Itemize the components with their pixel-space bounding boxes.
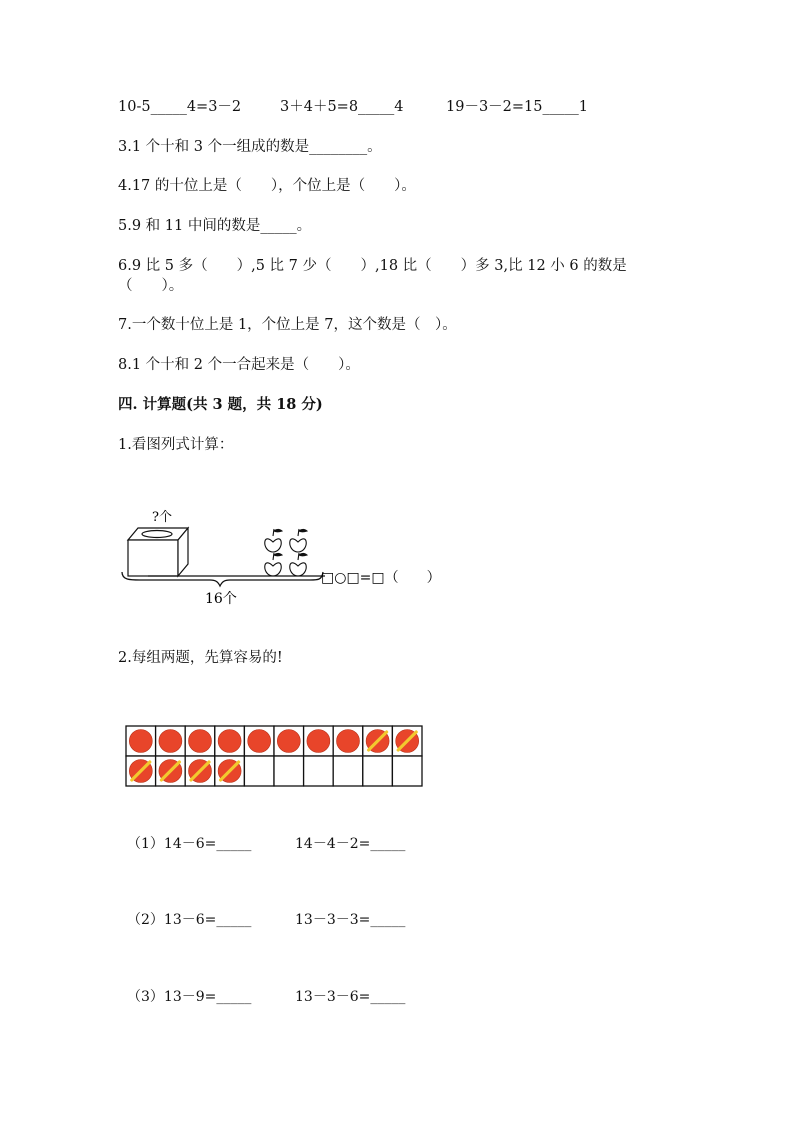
counter-dot bbox=[129, 730, 152, 753]
question-3: 3.1 个十和 3 个一组成的数是________。 bbox=[118, 139, 382, 155]
grid-cell bbox=[274, 756, 304, 786]
problem-2b: 13－3－3=_____ bbox=[295, 912, 406, 928]
total-count-label: 16个 bbox=[205, 591, 237, 607]
counter-dot bbox=[189, 730, 212, 753]
question-5: 5.9 和 11 中间的数是_____。 bbox=[118, 218, 312, 234]
problem-1b: 14－4－2=_____ bbox=[295, 836, 406, 852]
comparison-b: 3＋4＋5=8_____4 bbox=[280, 99, 404, 115]
problem-3b: 13－3－6=_____ bbox=[295, 989, 406, 1005]
grid-cell bbox=[392, 756, 422, 786]
comparison-a: 10-5_____4=3－2 bbox=[118, 99, 242, 115]
counter-dot bbox=[159, 730, 182, 753]
calc-2-title: 2.每组两题，先算容易的! bbox=[118, 650, 283, 666]
question-4: 4.17 的十位上是（ ），个位上是（ ）。 bbox=[118, 178, 416, 194]
question-7: 7.一个数十位上是 1，个位上是 7，这个数是（ ）。 bbox=[118, 317, 457, 333]
comparison-c: 19－3－2=15_____1 bbox=[446, 99, 588, 115]
question-6-line-1: 6.9 比 5 多（ ）,5 比 7 少（ ）,18 比（ ）多 3,比 12 小 6 的数是 bbox=[118, 258, 627, 274]
section-4-title: 四. 计算题(共 3 题，共 18 分) bbox=[118, 396, 323, 413]
problem-1a: （1）14－6=_____ bbox=[127, 836, 252, 852]
grid-cell bbox=[363, 756, 393, 786]
grid-cell bbox=[333, 756, 363, 786]
grid-cell bbox=[304, 756, 334, 786]
problem-2a: （2）13－6=_____ bbox=[127, 912, 252, 928]
counter-dot bbox=[307, 730, 330, 753]
problem-3a: （3）13－9=_____ bbox=[127, 989, 252, 1005]
equation-template: □○□=□（ ） bbox=[321, 570, 441, 586]
counter-dot bbox=[337, 730, 360, 753]
grid-cell bbox=[244, 756, 274, 786]
calc-1-title: 1.看图列式计算： bbox=[118, 437, 234, 453]
box-icon bbox=[128, 528, 188, 576]
apples-icon bbox=[265, 529, 307, 576]
counter-dot bbox=[277, 730, 300, 753]
picture-problem-figure bbox=[110, 500, 490, 610]
question-8: 8.1 个十和 2 个一合起来是（ ）。 bbox=[118, 357, 360, 373]
question-6-line-2: （ ）。 bbox=[118, 278, 184, 294]
counter-grid bbox=[125, 725, 425, 787]
box-count-label: ?个 bbox=[152, 510, 172, 525]
counter-dot bbox=[248, 730, 271, 753]
counter-dot bbox=[218, 730, 241, 753]
